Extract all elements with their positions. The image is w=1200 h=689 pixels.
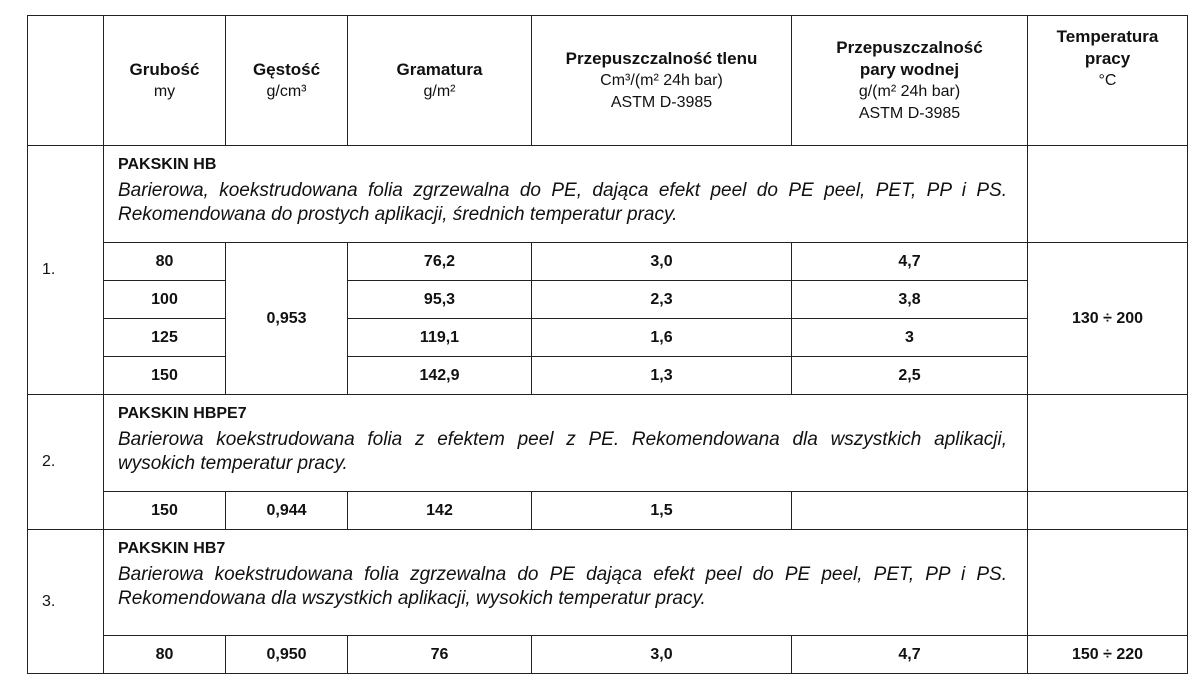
product-2-thickness: 150 bbox=[104, 492, 226, 530]
product-2-description: Barierowa koekstrudowana folia z efektem peel z PE. Rekomendowana dla wszystkich aplikacji, wysokich temperatur pracy. bbox=[118, 429, 1007, 474]
header-water-label-2: pary wodnej bbox=[859, 59, 960, 79]
product-1-row-3-water: 3 bbox=[792, 319, 1028, 357]
header-density bbox=[226, 16, 348, 146]
header-water-label-1: Przepuszczalność bbox=[836, 37, 983, 57]
header-thickness-label: Grubość bbox=[129, 59, 200, 79]
product-2-info-row bbox=[28, 395, 1188, 492]
product-1-density: 0,953 bbox=[226, 243, 348, 395]
header-thickness bbox=[104, 16, 226, 146]
header-temperature-unit: °C bbox=[1098, 72, 1117, 89]
product-1-row-2-oxygen: 2,3 bbox=[532, 281, 792, 319]
product-1-row-2-water: 3,8 bbox=[792, 281, 1028, 319]
product-1-row-4-grammage: 142,9 bbox=[348, 357, 532, 395]
product-1-number: 1. bbox=[28, 146, 104, 395]
header-density-label: Gęstość bbox=[252, 59, 321, 79]
product-1-row-3-grammage: 119,1 bbox=[348, 319, 532, 357]
product-1-row-3-oxygen: 1,6 bbox=[532, 319, 792, 357]
product-3-number: 3. bbox=[28, 530, 104, 674]
product-3-grammage: 76 bbox=[348, 636, 532, 674]
header-temperature-label-2: pracy bbox=[1084, 49, 1131, 68]
header-oxygen-label: Przepuszczalność tlenu bbox=[565, 48, 758, 68]
product-1-row-1-oxygen: 3,0 bbox=[532, 243, 792, 281]
product-3-description: Barierowa koekstrudowana folia zgrzewalna do PE dająca efekt peel do PE peel, PET, PP i PS. Rekomendowana dla wszystkich aplikacji, wysokich temperatur pracy. bbox=[118, 564, 1007, 609]
table-row bbox=[28, 281, 1188, 319]
table-row bbox=[28, 492, 1188, 530]
header-grammage-unit: g/m² bbox=[423, 82, 456, 100]
product-1-row-1-thickness: 80 bbox=[104, 243, 226, 281]
table-row bbox=[28, 636, 1188, 674]
header-number bbox=[28, 16, 104, 146]
product-2-info bbox=[104, 395, 1028, 492]
spec-table bbox=[27, 15, 1188, 674]
product-1-row-1-grammage: 76,2 bbox=[348, 243, 532, 281]
header-row bbox=[28, 16, 1188, 146]
header-water bbox=[792, 16, 1028, 146]
product-1-description: Barierowa, koekstrudowana folia zgrzewalna do PE, dająca efekt peel do PE peel, PET, PP i PS. Rekomendowana do prostych aplikacji, średnich temperatur pracy. bbox=[118, 180, 1007, 225]
product-3-density: 0,950 bbox=[226, 636, 348, 674]
product-1-temperature: 130 ÷ 200 bbox=[1028, 243, 1188, 395]
product-2-water bbox=[792, 492, 1028, 530]
header-thickness-unit: my bbox=[153, 82, 176, 100]
header-water-standard: ASTM D-3985 bbox=[858, 104, 961, 122]
product-2-density: 0,944 bbox=[226, 492, 348, 530]
spec-table-container bbox=[27, 15, 1188, 674]
header-oxygen bbox=[532, 16, 792, 146]
header-water-unit: g/(m² 24h bar) bbox=[858, 82, 961, 100]
product-1-name: PAKSKIN HB bbox=[118, 156, 217, 173]
product-2-temp-blank bbox=[1028, 395, 1188, 492]
product-2-temperature bbox=[1028, 492, 1188, 530]
product-3-temp-blank bbox=[1028, 530, 1188, 636]
table-row bbox=[28, 357, 1188, 395]
header-oxygen-unit: Cm³/(m² 24h bar) bbox=[600, 71, 723, 89]
product-1-row-1-water: 4,7 bbox=[792, 243, 1028, 281]
product-3-name: PAKSKIN HB7 bbox=[118, 540, 226, 557]
product-1-temp-blank bbox=[1028, 146, 1188, 243]
product-3-water: 4,7 bbox=[792, 636, 1028, 674]
product-2-number: 2. bbox=[28, 395, 104, 530]
product-1-info-row bbox=[28, 146, 1188, 243]
header-grammage bbox=[348, 16, 532, 146]
product-3-thickness: 80 bbox=[104, 636, 226, 674]
product-2-oxygen: 1,5 bbox=[532, 492, 792, 530]
product-3-oxygen: 3,0 bbox=[532, 636, 792, 674]
product-1-row-2-thickness: 100 bbox=[104, 281, 226, 319]
product-1-row-3-thickness: 125 bbox=[104, 319, 226, 357]
header-temperature bbox=[1028, 16, 1188, 146]
product-3-info bbox=[104, 530, 1028, 636]
product-1-row-2-grammage: 95,3 bbox=[348, 281, 532, 319]
product-2-name: PAKSKIN HBPE7 bbox=[118, 405, 247, 422]
product-1-row-4-water: 2,5 bbox=[792, 357, 1028, 395]
product-1-row-4-oxygen: 1,3 bbox=[532, 357, 792, 395]
table-row bbox=[28, 319, 1188, 357]
product-3-temperature: 150 ÷ 220 bbox=[1028, 636, 1188, 674]
header-grammage-label: Gramatura bbox=[396, 59, 483, 79]
header-temperature-label-1: Temperatura bbox=[1056, 27, 1159, 46]
product-3-info-row bbox=[28, 530, 1188, 636]
product-1-info bbox=[104, 146, 1028, 243]
product-1-row-4-thickness: 150 bbox=[104, 357, 226, 395]
product-2-grammage: 142 bbox=[348, 492, 532, 530]
header-density-unit: g/cm³ bbox=[266, 82, 307, 100]
table-row bbox=[28, 243, 1188, 281]
header-oxygen-standard: ASTM D-3985 bbox=[610, 93, 713, 111]
